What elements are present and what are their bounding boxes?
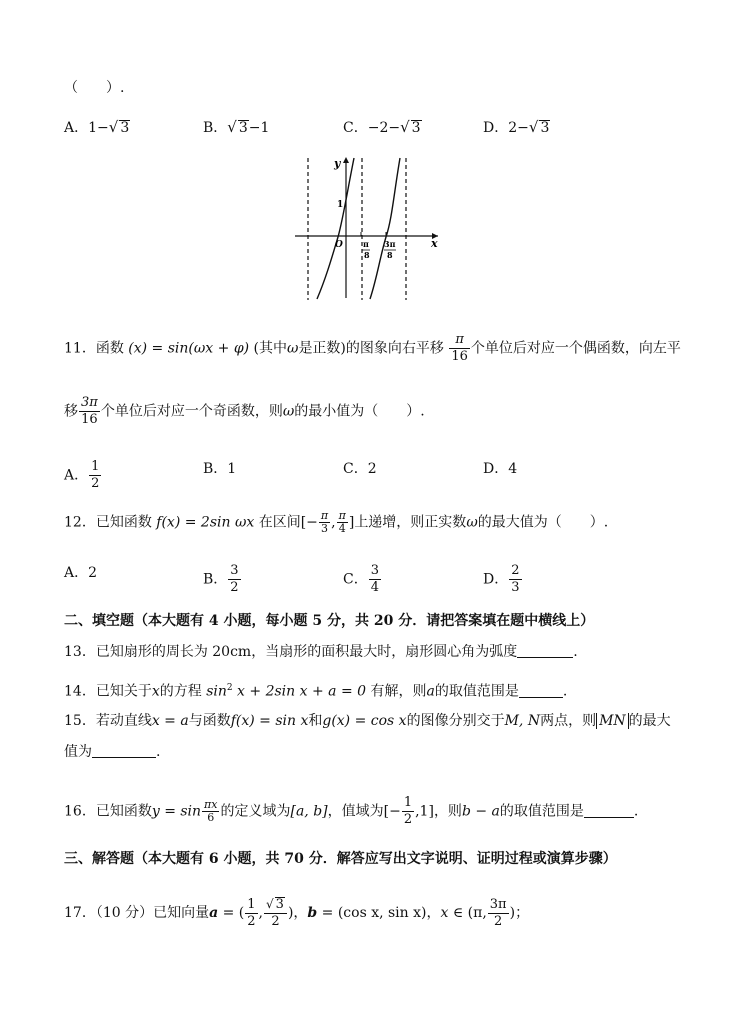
section-fill-in-title: 二、填空题（本大题有 4 小题，每小题 5 分，共 20 分．请把答案填在题中横线上）	[64, 613, 595, 629]
curve-branch-2	[370, 158, 400, 299]
q14-stem: 14．已知关于x的方程 $\sin^2 x + 2\sin$ x + a = 0 有解，则a的取值范围是 .	[64, 683, 568, 700]
q12-stem: 12．已知函数 f(x) = 2sin ωx 在区间[− $\frac{\pi}{3}$ , $\frac{\pi}{4}$ ]上递增，则正实数ω的最大值为（ ）.	[64, 509, 609, 535]
q12-option-c: C． $\frac{3}{4}$	[343, 563, 379, 595]
q11-option-a: A． $\frac{1}{2}$	[64, 459, 100, 491]
tick-pi-8-num: π	[363, 239, 369, 249]
q11-option-c: C．2	[343, 461, 377, 477]
y-axis-label: y	[334, 157, 341, 170]
q11-option-b: B．1	[203, 461, 237, 477]
q16-stem: 16．已知函数y = sin $\frac{\pi x}{6}$ 的定义域为[a, b]，值域为[− $\frac{1}{2}$ ,1]，则b − a的取值范围是 .	[64, 795, 639, 827]
q14-answer-blank[interactable]	[519, 683, 563, 698]
x-axis-label: x	[431, 237, 438, 250]
curve-branch-1	[317, 158, 354, 299]
q13-answer-blank[interactable]	[517, 643, 573, 658]
q15-answer-blank[interactable]	[92, 743, 156, 758]
q12-option-b: B． $\frac{3}{2}$	[203, 563, 239, 595]
label-one: 1	[337, 200, 344, 210]
q16-answer-blank[interactable]	[584, 803, 634, 818]
q17-stem: 17．（10 分）已知向量a = ( $\frac{1}{2}$ , $\frac{√ 3}{2}$ )，b = (cos x, sin x)，x ∈ (π, $\frac{3\pi}{2}$ )；	[64, 896, 530, 929]
q13-stem: 13．已知扇形的周长为 20cm，当扇形的面积最大时，扇形圆心角为弧度 .	[64, 644, 578, 660]
answer-paren: （ ）.	[64, 80, 125, 96]
q11-option-d: D．4	[483, 461, 518, 477]
function-graph	[290, 153, 450, 303]
q15-stem-line2: 值为 .	[64, 744, 161, 760]
q10-option-c: C．−2−√ 3	[343, 118, 421, 136]
q11-stem-line1: 11．函数 (x) = sin(ωx + φ) (其中ω是正数)的图象向右平移 $\frac{\pi}{16}$ 个单位后对应一个偶函数，向左平	[64, 332, 681, 364]
origin-label: O	[335, 240, 343, 250]
q12-option-d: D． $\frac{2}{3}$	[483, 563, 520, 595]
section-solution-title: 三、解答题（本大题有 6 小题，共 70 分．解答应写出文字说明、证明过程或演算步骤）	[64, 851, 617, 867]
q10-option-b: B．√ 3−1	[203, 118, 270, 136]
q10-option-a: A．1−√ 3	[64, 118, 130, 136]
q12-option-a: A．2	[64, 565, 98, 581]
q11-stem-line2: 移 $\frac{3\pi}{16}$ 个单位后对应一个奇函数，则ω的最小值为（ ）.	[64, 395, 425, 427]
tick-pi-8-den: 8	[364, 250, 370, 260]
q10-option-d: D．2−√ 3	[483, 118, 550, 136]
q15-stem-line1: 15．若动直线x = a与函数f(x) = sin x和g(x) = cos x的图像分别交于M, N两点，则 MN 的最大	[64, 713, 671, 729]
tick-3pi-8-den: 8	[387, 250, 393, 260]
y-axis-arrow	[343, 157, 349, 163]
tick-3pi-8-num: 3π	[384, 239, 396, 249]
